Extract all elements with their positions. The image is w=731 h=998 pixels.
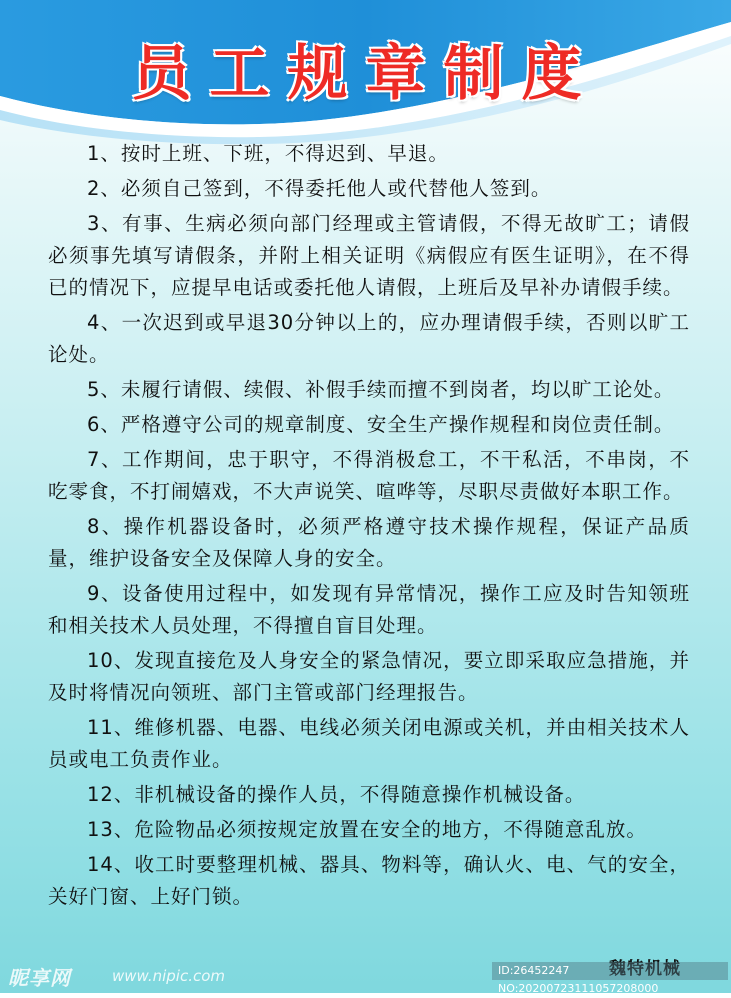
rules-list [48,138,690,916]
page-title: 员工规章制度 [131,39,600,109]
rule-item: 10、发现直接危及人身安全的紧急情况，要立即采取应急措施，并及时将情况向领班、部门主管或部门经理报告。 [48,649,690,704]
rule-item: 5、未履行请假、续假、补假手续而擅不到岗者，均以旷工论处。 [87,378,675,401]
rule-item: 6、严格遵守公司的规章制度、安全生产操作规程和岗位责任制。 [87,413,675,436]
rule-item: 12、非机械设备的操作人员，不得随意操作机械设备。 [87,783,586,806]
rule-item: 1、按时上班、下班，不得迟到、早退。 [87,142,449,165]
rule-item: 14、收工时要整理机械、器具、物料等，确认火、电、气的安全，关好门窗、上好门锁。 [48,853,690,908]
rule-item: 4、一次迟到或早退30分钟以上的，应办理请假手续，否则以旷工论处。 [48,311,690,366]
watermark-id: ID:26452247 NO:20200723111057208000 [492,962,728,980]
watermark-brand: 昵享网 [8,966,71,990]
rule-item: 9、设备使用过程中，如发现有异常情况，操作工应及时告知领班和相关技术人员处理，不得擅自盲目处理。 [48,582,690,637]
rule-item: 3、有事、生病必须向部门经理或主管请假，不得无故旷工；请假必须事先填写请假条，并附上相关证明《病假应有医生证明》，在不得已的情况下，应提早电话或委托他人请假，上班后及早补办请假手续。 [48,212,690,299]
rule-item: 7、工作期间，忠于职守，不得消极怠工，不干私活，不串岗，不吃零食，不打闹嬉戏，不大声说笑、喧哗等，尽职尽责做好本职工作。 [48,448,690,503]
rule-item: 2、必须自己签到，不得委托他人或代替他人签到。 [87,177,552,200]
rule-item: 8、操作机器设备时，必须严格遵守技术操作规程，保证产品质量，维护设备安全及保障人身的安全。 [48,515,690,570]
watermark-url: www.nipic.com [112,967,226,985]
rule-item: 13、危险物品必须按规定放置在安全的地方，不得随意乱放。 [87,818,647,841]
company-name: 魏特机械 [609,959,681,979]
rule-item: 11、维修机器、电器、电线必须关闭电源或关机，并由相关技术人员或电工负责作业。 [48,716,690,771]
